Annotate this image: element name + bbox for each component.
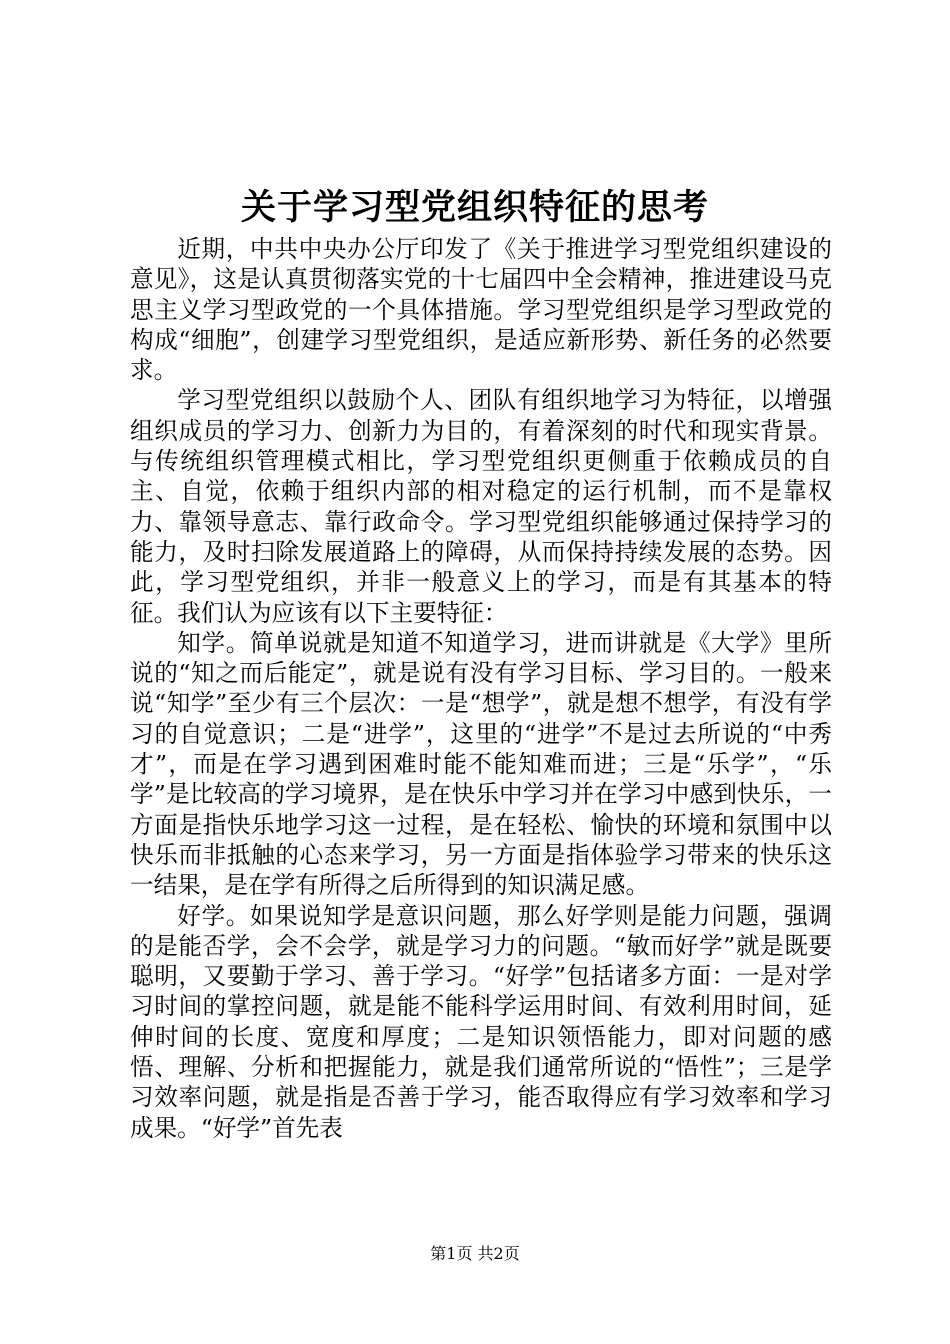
paragraph: 近期，中共中央办公厅印发了《关于推进学习型党组织建设的意见》，这是认真贯彻落实党的十七届四中全会精神，推进建设马克思主义学习型政党的一个具体措施。学习型党组织是学习型政党的构成“细胞”，创建学习型党组织，是适应新形势、新任务的必然要求。 (130, 235, 832, 385)
paragraph: 好学。如果说知学是意识问题，那么好学则是能力问题，强调的是能否学，会不会学，就是学习力的问题。“敏而好学”就是既要聪明，又要勤于学习、善于学习。“好学”包括诸多方面：一是对学习时间的掌控问题，就是能不能科学运用时间、有效利用时间，延伸时间的长度、宽度和厚度；二是知识领悟能力，即对问题的感悟、理解、分析和把握能力，就是我们通常所说的“悟性”；三是学习效率问题，就是指是否善于学习，能否取得应有学习效率和学习成果。“好学”首先表 (130, 901, 832, 1142)
page-number-footer: 第1页 共2页 (430, 1244, 520, 1263)
paragraph: 知学。简单说就是知道不知道学习，进而讲就是《大学》里所说的“知之而后能定”，就是说有没有学习目标、学习目的。一般来说“知学”至少有三个层次：一是“想学”，就是想不想学，有没有学习的自觉意识；二是“进学”，这里的“进学”不是过去所说的“中秀才”，而是在学习遇到困难时能不能知难而进；三是“乐学”，“乐学”是比较高的学习境界，是在快乐中学习并在学习中感到快乐，一方面是指快乐地学习这一过程，是在轻松、愉快的环境和氛围中以快乐而非抵触的心态来学习，另一方面是指体验学习带来的快乐这一结果，是在学有所得之后所得到的知识满足感。 (130, 628, 832, 900)
paragraph: 学习型党组织以鼓励个人、团队有组织地学习为特征，以增强组织成员的学习力、创新力为目的，有着深刻的时代和现实背景。与传统组织管理模式相比，学习型党组织更侧重于依赖成员的自主、自觉，依赖于组织内部的相对稳定的运行机制，而不是靠权力、靠领导意志、靠行政命令。学习型党组织能够通过保持学习的能力，及时扫除发展道路上的障碍，从而保持持续发展的态势。因此，学习型党组织，并非一般意义上的学习，而是有其基本的特征。我们认为应该有以下主要特征： (130, 386, 832, 627)
document-body (130, 234, 832, 1143)
document-title: 关于学习型党组织特征的思考 (240, 187, 709, 228)
